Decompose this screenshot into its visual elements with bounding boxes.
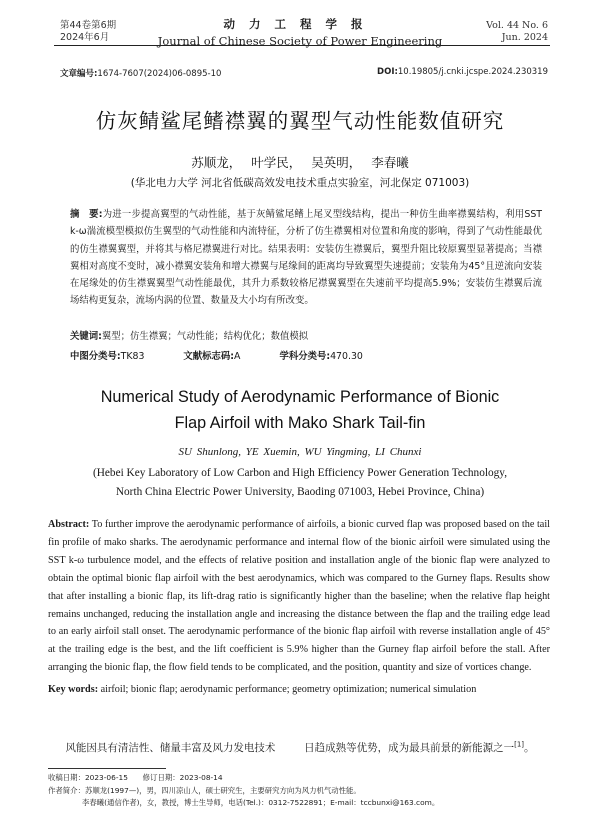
footnote-dates: 收稿日期：2023-06-15 修订日期：2023-08-14 [48, 773, 223, 782]
date-cn: 2024年6月 [60, 32, 110, 43]
keywords-cn-label: 关键词: [70, 331, 102, 342]
keywords-en-label: Key words: [48, 684, 99, 695]
abstract-cn-text: 为进一步提高翼型的气动性能，基于灰鲭鲨尾鳍上尾叉型线结构，提出一种仿生曲率襟翼结构，利用SST k-ω湍流模型模拟仿生翼型的气动性能和内流特征，分析了仿生襟翼相对位置和角度的影响，得到了气动性能最优的仿生襟翼翼型，并将其与格尼襟翼进行对比。结果表明：安装仿生襟翼后，翼型升阻比较原翼型显著提高；当襟翼相对高度不变时，减小襟翼安装角和增大襟翼与尾缘间的距离均导致翼型失速提前；安装角为45°且逆流向安装在尾缘处的仿生襟翼翼型气动性能最优，其升力系数较格尼襟翼翼型在失速前平均提高5.9%；安装仿生襟翼后流场结构更复杂，流场内涡的位置、数量及大小均有所改变。 [70, 209, 542, 307]
article-number-label: 文章编号: [60, 69, 98, 79]
title-en-line2: Flap Airfoil with Mako Shark Tail-fin [174, 414, 426, 432]
keywords-cn [70, 328, 542, 342]
affiliation-en [0, 464, 600, 502]
authors-cn: 苏顺龙， 叶学民， 吴英明， 李春曦 [191, 155, 409, 170]
clc-label: 中图分类号: [70, 351, 121, 362]
authors-en: SU Shunlong, YE Xuemin, WU Yingming, LI Chunxi [178, 446, 422, 458]
doi-link[interactable]: 10.19805/j.cnki.jcspe.2024.230319 [397, 67, 548, 77]
doc-code-label: 文献标志码: [183, 351, 235, 362]
body-text-snippet [0, 740, 600, 755]
abstract-en-text: To further improve the aerodynamic performance of airfoils, a bionic curved flap was proposed based on the tail fin profile of mako sharks. The aerodynamic performance and internal flow of the bionic airfoil were simulated using the SST k-ω turbulence model, and the effects of relative position and installation angle of the bionic flap were analyzed to obtain the optimal bionic flap airfoil with the best aerodynamics, which was compared to the Gurney flaps. Results show that after installing a bionic flap, its lift-drag ratio is significantly higher than the baseline; when the relative flap height remains unchanged, reducing the installation angle and increasing the distance between the flap and the trailing edge lead to an early airfoil stall onset. The aerodynamic performance of the bionic flap airfoil with reverse installation angle of 45° at the trailing edge is the best, and the lift coefficient is 5.9% higher than the Gurney flap airfoil before the stall. After arranging the bionic flap, the flow field tends to be complicated, and the position, quantity and size of vortices change. [48, 519, 550, 674]
footnote-author-bio: 作者简介：苏顺龙(1997—)，男，四川凉山人，硕士研究生，主要研究方向为风力机气动性能。 [48, 785, 361, 795]
body-left-column: 风能因具有清洁性、储量丰富及风力发电技术 [65, 742, 276, 754]
doi-label: DOI: [377, 67, 398, 77]
keywords-en [48, 684, 550, 695]
header-divider [54, 45, 550, 46]
title-en [0, 384, 600, 436]
abstract-cn-label: 摘 要: [70, 209, 103, 220]
header-right [486, 20, 548, 44]
subject-code: 470.30 [330, 351, 363, 362]
affiliation-en-line1: (Hebei Key Laboratory of Low Carbon and High Efficiency Power Generation Technology, [92, 467, 508, 479]
article-number: 1674-7607(2024)06-0895-10 [97, 69, 222, 79]
footnote [48, 772, 548, 810]
abstract-cn [70, 206, 542, 310]
reference-marker[interactable]: [1] [514, 740, 525, 749]
affiliation-cn: (华北电力大学 河北省低碳高效发电技术重点实验室，河北保定 071003) [130, 177, 470, 189]
journal-name-cn: 动力工程学报 [223, 17, 377, 31]
body-end-punct: 。 [524, 742, 535, 754]
volume-en: Vol. 44 No. 6 [486, 20, 548, 31]
footnote-contact: 李春曦(通信作者)，女，教授，博士生导师，电话(Tel.)：0312-7522891；E-mail：tccbunxi@163.com。 [82, 798, 440, 807]
volume-cn: 第44卷第6期 [60, 20, 117, 31]
body-right-column: 日趋成熟等优势，成为最具前景的新能源之一 [304, 742, 515, 754]
article-meta [60, 67, 548, 79]
affiliation-en-line2: North China Electric Power University, Baoding 071003, Hebei Province, China) [115, 486, 485, 498]
abstract-en-label: Abstract: [48, 519, 90, 530]
keywords-cn-text: 翼型；仿生襟翼；气动性能；结构优化；数值模拟 [101, 331, 309, 342]
clc-code: TK83 [120, 351, 145, 362]
doc-code: A [234, 351, 241, 362]
abstract-en [48, 516, 550, 677]
journal-name-en: Journal of Chinese Society of Power Engineering [157, 34, 443, 48]
date-en: Jun. 2024 [501, 32, 548, 43]
footnote-divider [48, 768, 166, 769]
classification-row [70, 348, 399, 362]
title-cn: 仿灰鲭鲨尾鳍襟翼的翼型气动性能数值研究 [95, 109, 505, 133]
keywords-en-text: airfoil; bionic flap; aerodynamic performance; geometry optimization; numerical simulation [100, 684, 477, 695]
subject-label: 学科分类号: [279, 351, 331, 362]
title-en-line1: Numerical Study of Aerodynamic Performance of Bionic [100, 388, 500, 406]
